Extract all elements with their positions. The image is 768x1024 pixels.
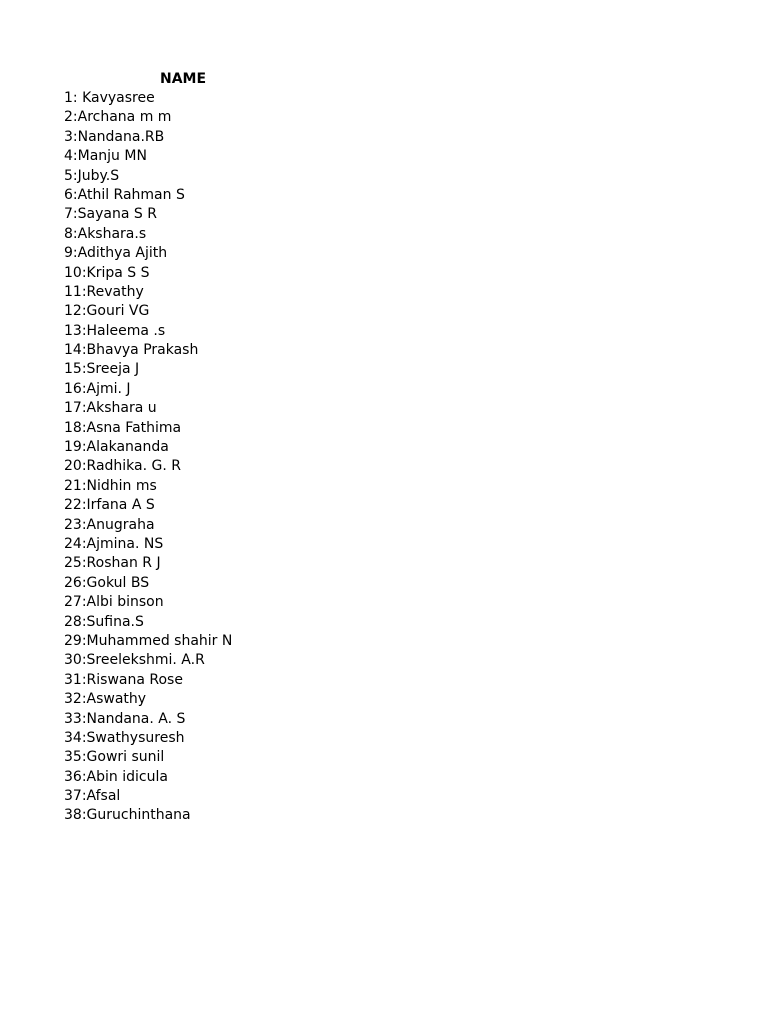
list-item: 38:Guruchinthana bbox=[64, 807, 191, 824]
list-item: 24:Ajmina. NS bbox=[64, 535, 164, 552]
list-item: 25:Roshan R J bbox=[64, 555, 161, 572]
list-item: 21:Nidhin ms bbox=[64, 477, 157, 494]
list-item: 12:Gouri VG bbox=[64, 303, 150, 320]
list-item: 3:Nandana.RB bbox=[64, 128, 165, 145]
name-list bbox=[64, 89, 232, 826]
list-item: 4:Manju MN bbox=[64, 148, 147, 165]
list-item: 6:Athil Rahman S bbox=[64, 186, 185, 203]
list-item: 22:Irfana A S bbox=[64, 497, 155, 514]
list-item: 30:Sreelekshmi. A.R bbox=[64, 652, 205, 669]
list-item: 20:Radhika. G. R bbox=[64, 458, 181, 475]
name-heading: NAME bbox=[160, 71, 207, 87]
list-item: 37:Afsal bbox=[64, 788, 121, 805]
list-item: 32:Aswathy bbox=[64, 691, 147, 708]
list-item: 36:Abin idicula bbox=[64, 768, 168, 785]
list-item: 19:Alakananda bbox=[64, 439, 169, 456]
list-item: 17:Akshara u bbox=[64, 400, 157, 417]
list-item: 27:Albi binson bbox=[64, 594, 164, 611]
list-item: 28:Sufina.S bbox=[64, 613, 144, 630]
list-item: 18:Asna Fathima bbox=[64, 419, 182, 436]
list-item: 11:Revathy bbox=[64, 283, 144, 300]
list-item: 8:Akshara.s bbox=[64, 225, 147, 242]
list-item: 9:Adithya Ajith bbox=[64, 245, 168, 262]
list-item: 14:Bhavya Prakash bbox=[64, 342, 199, 359]
list-item: 34:Swathysuresh bbox=[64, 729, 185, 746]
list-item: 10:Kripa S S bbox=[64, 264, 150, 281]
list-item: 26:Gokul BS bbox=[64, 574, 150, 591]
list-item: 31:Riswana Rose bbox=[64, 671, 183, 688]
list-item: 13:Haleema .s bbox=[64, 322, 166, 339]
list-item: 33:Nandana. A. S bbox=[64, 710, 186, 727]
list-item: 16:Ajmi. J bbox=[64, 380, 131, 397]
list-item: 29:Muhammed shahir N bbox=[64, 632, 233, 649]
list-item: 35:Gowri sunil bbox=[64, 749, 165, 766]
list-item: 2:Archana m m bbox=[64, 109, 172, 126]
list-item: 7:Sayana S R bbox=[64, 206, 157, 223]
list-item: 1: Kavyasree bbox=[64, 90, 155, 106]
list-item: 15:Sreeja J bbox=[64, 361, 140, 378]
list-item: 5:Juby.S bbox=[64, 167, 120, 184]
list-item: 23:Anugraha bbox=[64, 516, 155, 533]
